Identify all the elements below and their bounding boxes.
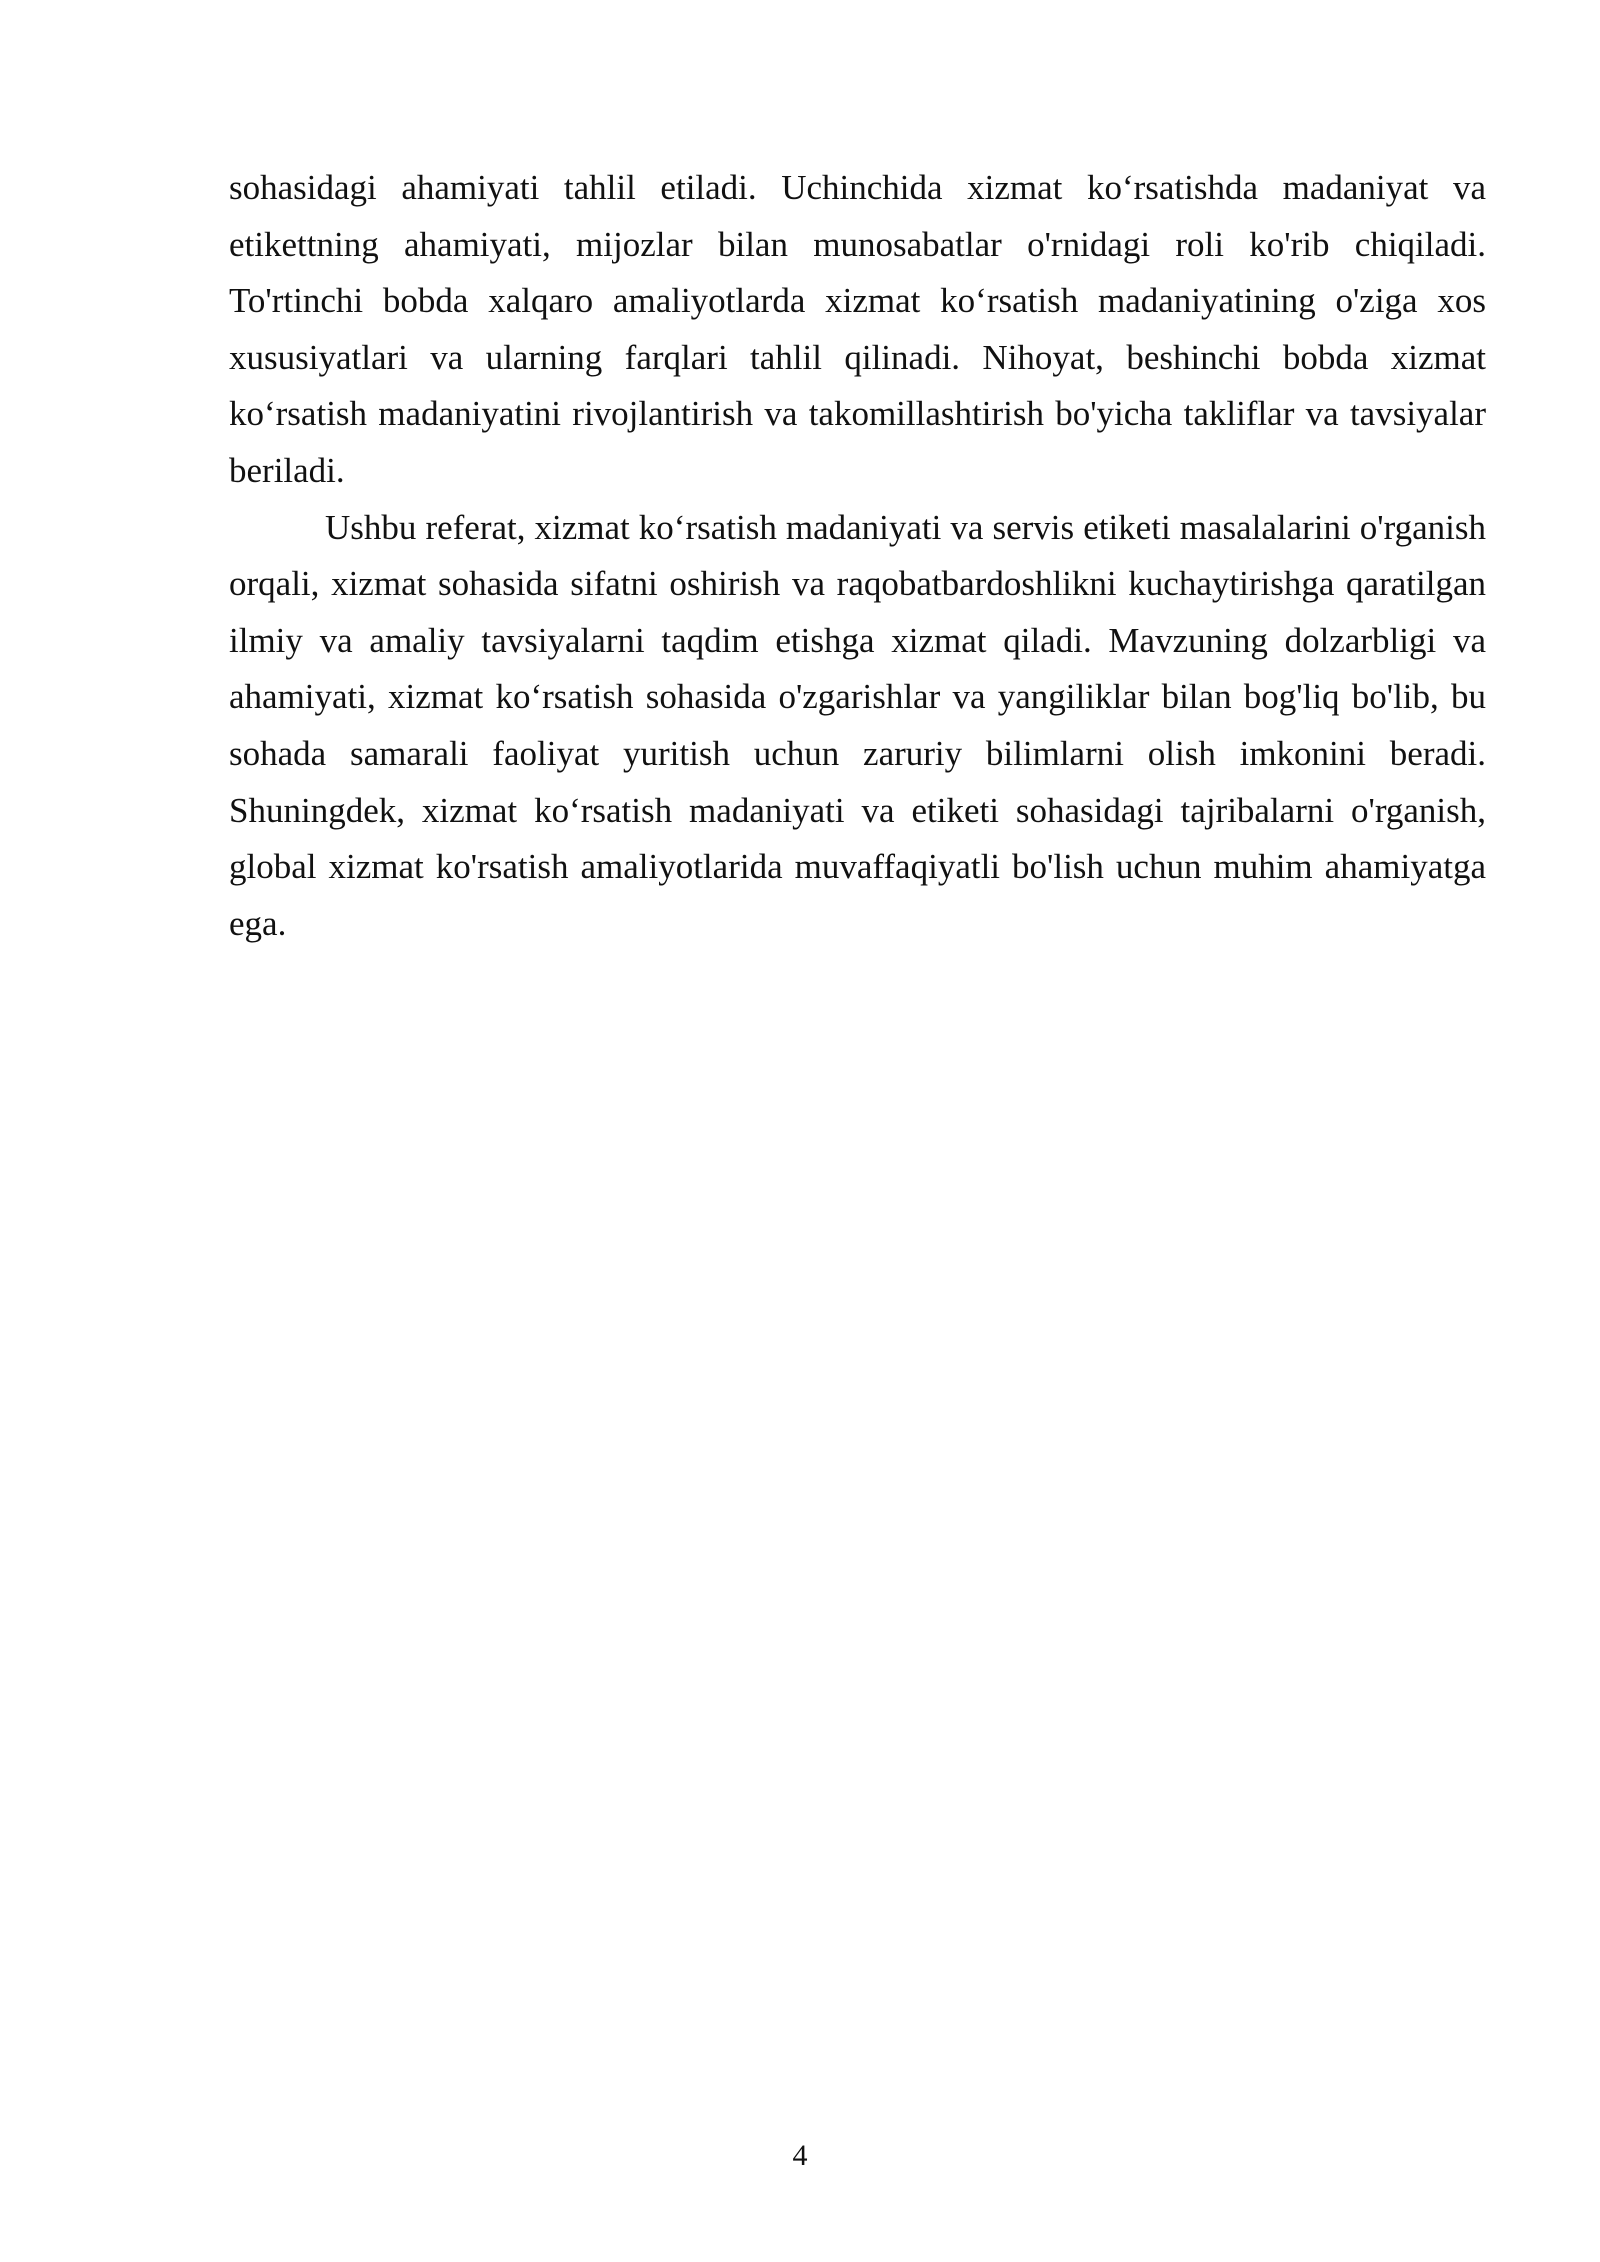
paragraph-continuation: sohasidagi ahamiyati tahlil etiladi. Uchinchida xizmat ko‘rsatishda madaniyat va etikettning ahamiyati, mijozlar bilan munosabatlar o'rnidagi roli ko'rib chiqiladi. To'rtinchi bobda xalqaro amaliyotlarda xizmat ko‘rsatish madaniyatining o'ziga xos xususiyatlari va ularning farqlari tahlil qilinadi. Nihoyat, beshinchi bobda xizmat ko‘rsatish madaniyatini rivojlantirish va takomillashtirish bo'yicha takliflar va tavsiyalar beriladi. bbox=[229, 168, 1486, 490]
body-text bbox=[229, 160, 1486, 952]
page-number: 4 bbox=[792, 2139, 808, 2172]
paragraph-ushbu-referat: Ushbu referat, xizmat ko‘rsatish madaniyati va servis etiketi masalalarini o'rganish orqali, xizmat sohasida sifatni oshirish va raqobatbardoshlikni kuchaytirishga qaratilgan ilmiy va amaliy tavsiyalarni taqdim etishga xizmat qiladi. Mavzuning dolzarbligi va ahamiyati, xizmat ko‘rsatish sohasida o'zgarishlar va yangiliklar bilan bog'liq bo'lib, bu sohada samarali faoliyat yuritish uchun zaruriy bilimlarni olish imkonini beradi. Shuningdek, xizmat ko‘rsatish madaniyati va etiketi sohasidagi tajribalarni o'rganish, global xizmat ko'rsatish amaliyotlarida muvaffaqiyatli bo'lish uchun muhim ahamiyatga ega. bbox=[229, 507, 1486, 943]
